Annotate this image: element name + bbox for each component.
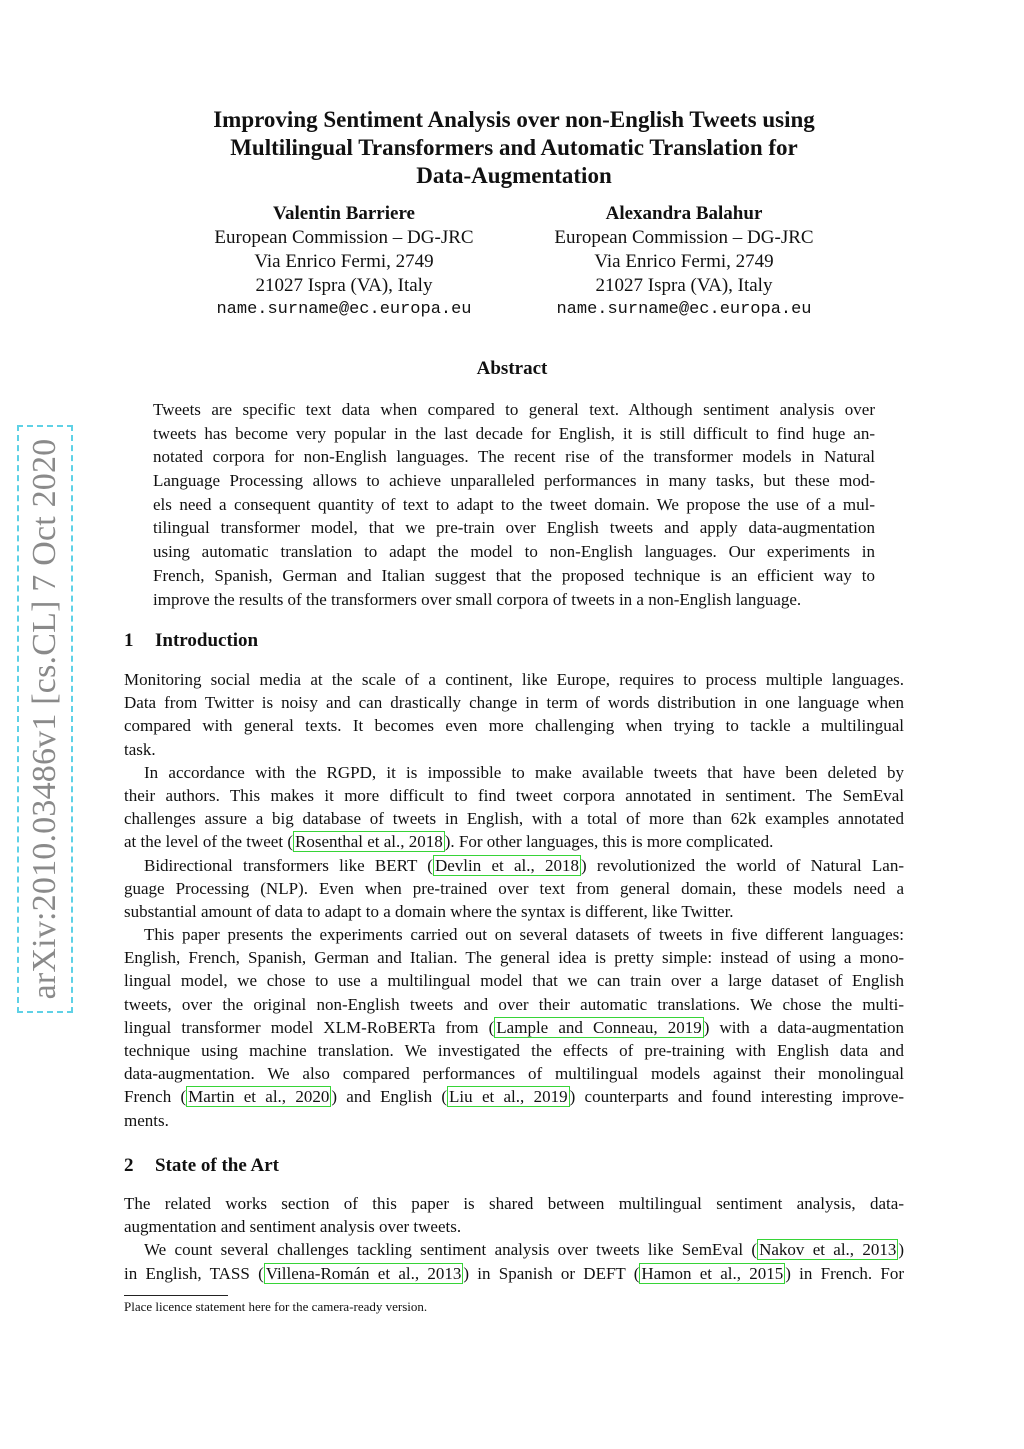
text-fragment: ) counterparts and found interesting improve- — [569, 1087, 904, 1107]
author-address: Via Enrico Fermi, 2749 — [254, 251, 434, 272]
section-title: State of the Art — [155, 1155, 279, 1176]
text-line: In accordance with the RGPD, it is impossible to make available tweets that have been deleted by — [144, 762, 904, 782]
text-fragment: ). For other languages, this is more complicated. — [444, 832, 774, 852]
text-line — [124, 830, 904, 853]
author-name: Alexandra Balahur — [605, 203, 763, 224]
text-line: guage Processing (NLP). Even when pre-trained over text from general domain, these models need a — [124, 878, 904, 898]
text-line — [124, 1016, 904, 1039]
citation-link[interactable]: Hamon et al., 2015 — [641, 1263, 784, 1283]
text-line: English, French, Spanish, German and Italian. The general idea is pretty simple: instead of using a mono- — [124, 948, 904, 968]
author-block — [514, 202, 854, 322]
abstract-line: tilingual transformer model, that we pre-train over English tweets and apply data-augmentation — [153, 518, 875, 538]
text-fragment: Bidirectional transformers like BERT ( — [144, 855, 433, 875]
citation-link[interactable]: Villena-Román et al., 2013 — [265, 1263, 462, 1283]
citation-link[interactable]: Lample and Conneau, 2019 — [496, 1017, 702, 1037]
text-line: augmentation and sentiment analysis over tweets. — [124, 1217, 462, 1237]
citation-link[interactable]: Martin et al., 2020 — [188, 1087, 330, 1107]
text-line: The related works section of this paper is shared between multilingual sentiment analysis, data- — [124, 1194, 904, 1213]
footnote: Place licence statement here for the camera-ready version. — [124, 1299, 428, 1314]
section-heading-state-of-the-art — [124, 1155, 279, 1177]
section-title: Introduction — [155, 630, 259, 651]
text-line: Monitoring social media at the scale of a continent, like Europe, requires to process multiple languages. — [124, 670, 904, 689]
text-fragment: French ( — [124, 1087, 187, 1107]
citation-link[interactable]: Nakov et al., 2013 — [759, 1240, 897, 1260]
text-fragment: ) revolutionized the world of Natural Lan- — [581, 855, 905, 875]
author-city: 21027 Ispra (VA), Italy — [595, 275, 773, 296]
text-fragment: ) with a data-augmentation — [703, 1017, 905, 1037]
author-city: 21027 Ispra (VA), Italy — [255, 275, 433, 296]
citation-link[interactable]: Rosenthal et al., 2018 — [294, 832, 443, 852]
author-block — [174, 202, 514, 322]
section-heading-introduction — [124, 630, 258, 652]
text-line: task. — [124, 739, 156, 759]
text-fragment: ) — [898, 1240, 905, 1260]
paper-title — [124, 106, 904, 190]
abstract-line: improve the results of the transformers over small corpora of tweets in a non-English language. — [153, 589, 802, 609]
author-address: Via Enrico Fermi, 2749 — [594, 251, 774, 272]
arxiv-stamp[interactable] — [17, 425, 73, 1013]
title-line: Data-Augmentation — [416, 163, 612, 188]
text-line: compared with general texts. It becomes even more challenging when trying to tackle a multilingual — [124, 716, 904, 736]
abstract — [153, 398, 875, 611]
text-line: substantial amount of data to adapt to a domain where the syntax is different, like Twitter. — [124, 901, 734, 921]
abstract-line: Language Processing allows to achieve unparalleled performances in many tasks, but these mod- — [153, 471, 875, 491]
text-line: This paper presents the experiments carried out on several datasets of tweets in five different languages: — [144, 925, 904, 945]
arxiv-id: arXiv:2010.03486v1 [cs.CL] 7 Oct 2020 — [26, 438, 63, 1000]
title-line: Improving Sentiment Analysis over non-English Tweets using — [213, 107, 815, 132]
citation-link[interactable]: Liu et al., 2019 — [449, 1087, 568, 1107]
text-fragment: ) in Spanish or DEFT ( — [463, 1263, 640, 1283]
abstract-heading: Abstract — [476, 358, 548, 379]
abstract-line: using automatic translation to adapt the model to non-English languages. Our experiments in — [153, 542, 875, 562]
text-fragment: We count several challenges tackling sentiment analysis over tweets like SemEval ( — [144, 1240, 758, 1260]
author-email: name.surname@ec.europa.eu — [556, 300, 812, 319]
author-affiliation: European Commission – DG-JRC — [554, 227, 814, 248]
text-line: ments. — [124, 1110, 169, 1130]
section-number: 1 — [124, 630, 134, 651]
text-line: their authors. This makes it more difficult to find tweet corpora annotated in sentiment. The SemEval — [124, 785, 904, 805]
author-affiliation: European Commission – DG-JRC — [214, 227, 474, 248]
abstract-line: notated corpora for non-English languages. The recent rise of the transformer models in Natural — [153, 447, 875, 467]
text-fragment: in English, TASS ( — [124, 1263, 264, 1283]
abstract-line: French, Spanish, German and Italian suggest that the proposed technique is an efficient way to — [153, 565, 875, 585]
author-email: name.surname@ec.europa.eu — [216, 300, 472, 319]
text-fragment: ) and English ( — [331, 1087, 448, 1107]
text-line: tweets, over the original non-English tweets and over their automatic translations. We chose the multi- — [124, 994, 904, 1014]
text-line: lingual model, we chose to use a multilingual model that we can train over a large dataset of English — [124, 971, 904, 991]
section-number: 2 — [124, 1155, 134, 1176]
text-line — [124, 1085, 904, 1108]
text-fragment: ) in French. For — [785, 1263, 904, 1283]
text-line: challenges assure a big database of tweets in English, with a total of more than 62k examples annotated — [124, 809, 904, 829]
introduction-body — [124, 668, 904, 1132]
abstract-line: tweets has become very popular in the last decade for English, it is still difficult to find huge an- — [153, 423, 875, 443]
text-line — [124, 854, 904, 877]
footnote-divider — [124, 1295, 228, 1296]
text-line: Data from Twitter is noisy and can drastically change in term of words distribution in one language when — [124, 693, 904, 713]
text-line — [124, 1262, 904, 1285]
title-line: Multilingual Transformers and Automatic Translation for — [230, 135, 798, 160]
state-of-the-art-body — [124, 1192, 904, 1285]
citation-link[interactable]: Devlin et al., 2018 — [434, 855, 579, 875]
abstract-line: Tweets are specific text data when compared to general text. Although sentiment analysis over — [153, 400, 875, 419]
abstract-line: els need a consequent quantity of text to adapt to the tweet domain. We propose the use of a mul- — [153, 494, 875, 514]
text-line — [124, 1238, 904, 1261]
text-line: data-augmentation. We also compared performances of multilingual models against their monolingual — [124, 1064, 904, 1084]
text-fragment: lingual transformer model XLM-RoBERTa from ( — [124, 1017, 495, 1037]
author-name: Valentin Barriere — [273, 203, 415, 224]
text-fragment: at the level of the tweet ( — [124, 832, 293, 852]
text-line: technique using machine translation. We investigated the effects of pre-training with English data and — [124, 1041, 904, 1060]
